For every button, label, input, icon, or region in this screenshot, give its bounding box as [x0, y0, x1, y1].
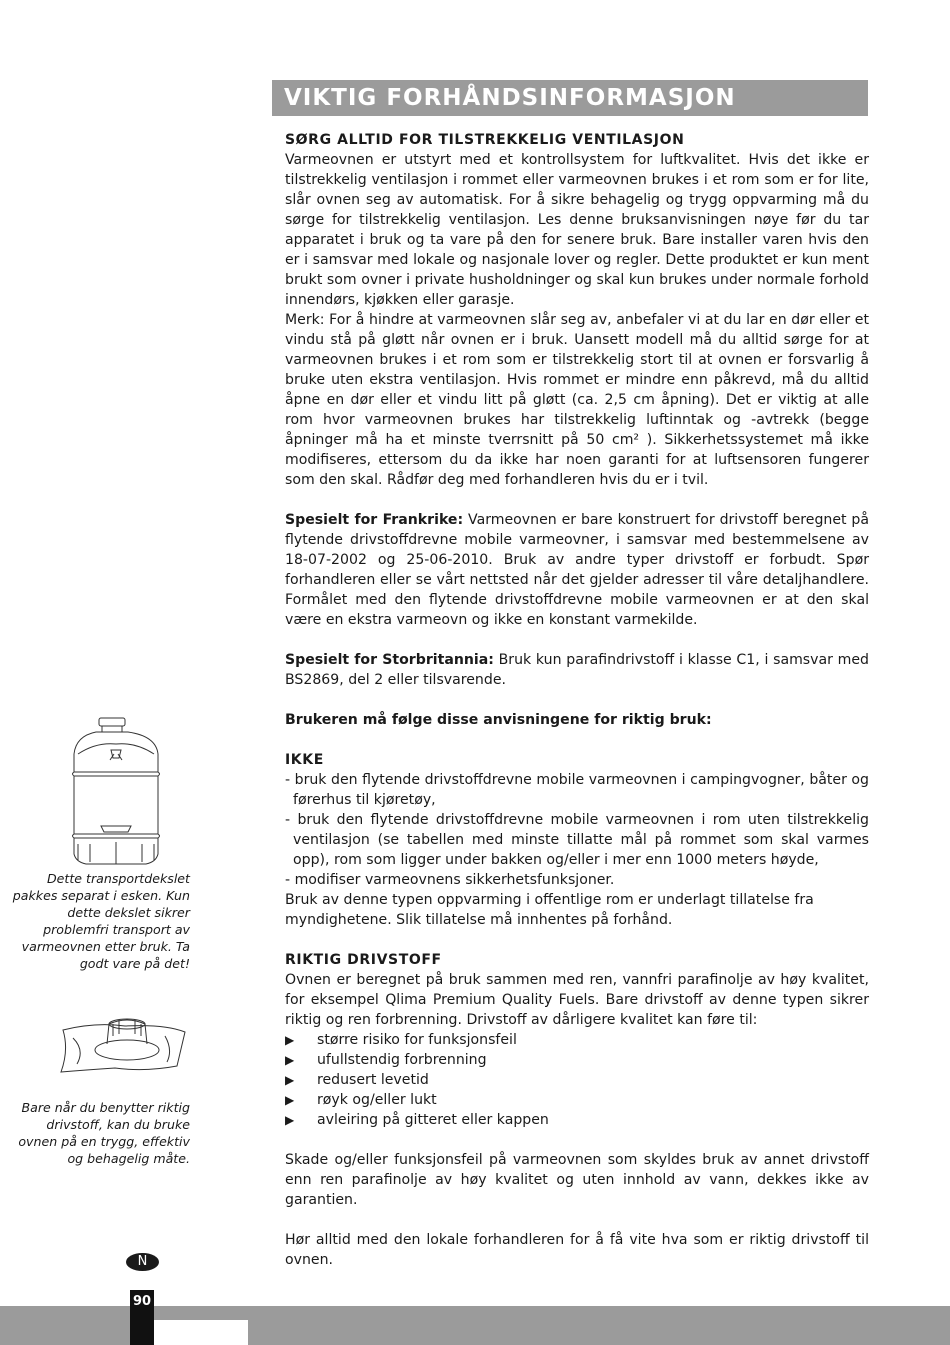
fuel-ask: Hør alltid med den lokale forhandleren for å få vite hva som er riktig drivstoff til ovnen.: [285, 1232, 869, 1268]
france-text: Varmeovnen er bare konstruert for drivstoff beregnet på flytende drivstoffdrevne mobile varmeovner, i samsvar med bestemmelsene av 18-07-2002 og 25-06-2010. Bruk av andre typer drivstoff er forbudt. Spør forhandleren eller se vårt nettsted når det gjelder adresser til våre detaljhandlere. Formålet med den flytende drivstoffdrevne mobile varmeovnen er at den skal være en ekstra varmeovn og ikke en konstant varmekilde.: [285, 512, 869, 628]
fuel-bullet-text: ufullstendig forbrenning: [317, 1052, 487, 1068]
france-label: Spesielt for Frankrike:: [285, 512, 464, 528]
fuel-bullet-text: avleiring på gitteret eller kappen: [317, 1112, 549, 1128]
bullet-arrow-icon: ▶: [285, 1053, 295, 1067]
fuel-bullet: [285, 1110, 869, 1130]
page-number: 90: [130, 1290, 154, 1345]
ventilation-paragraph: Varmeovnen er utstyrt med et kontrollsystem for luftkvalitet. Hvis det ikke er tilstrekkelig ventilasjon i rommet eller varmeovnen brukes i et rom som er for lite, slår ovnen seg av automatisk. For å sikre behagelig og trygg oppvarming må du sørge for tilstrekkelig ventilasjon. Les denne bruksanvisningen nøye før du tar apparatet i bruk og ta vare på den for senere bruk. Bare installer varen hvis den er i samsvar med lokale og nasjonale lover og regler. Dette produktet er kun ment brukt som ovner i private husholdninger og skal kun brukes under normale forhold innendørs, kjøkken eller garasje.: [285, 152, 869, 308]
bullet-arrow-icon: ▶: [285, 1033, 295, 1047]
britain-paragraph: [285, 650, 869, 690]
bullet-arrow-icon: ▶: [285, 1073, 295, 1087]
britain-text: Bruk kun parafindrivstoff i klasse C1, i samsvar med BS2869, del 2 eller tilsvarende.: [285, 652, 869, 688]
ventilation-note: Merk: For å hindre at varmeovnen slår seg av, anbefaler vi at du lar en dør eller et vindu stå på gløtt når ovnen er i bruk. Uansett modell må du alltid sørge for at varmeovnen brukes i et rom som er tilstrekkelig stort til at ovnen er forsvarlig å bruke uten ekstra ventilasjon. Hvis rommet er mindre enn påkrevd, må du alltid åpne en dør eller et vindu litt på gløtt (ca. 2,5 cm åpning). Det er viktig at alle rom hvor varmeovnen brukes har tilstrekkelig luftinntak og -avtrekk (begge åpninger må ha et minste tverrsnitt på 50 cm² ). Sikkerhetssystemet må ikke modifiseres, ettersom du da ikke har noen garanti for at luftsensoren fungerer som den skal. Rådfør deg med forhandleren hvis du er i tvil.: [285, 312, 869, 488]
bullet-arrow-icon: ▶: [285, 1093, 295, 1107]
transport-cover-caption: Dette transportdekslet pakkes separat i esken. Kun dette dekslet sikrer problemfri transport av varmeovnen etter bruk. Ta godt vare på det!: [12, 871, 190, 971]
fuel-heading: RIKTIG DRIVSTOFF: [285, 952, 442, 968]
ikke-heading: IKKE: [285, 752, 324, 768]
fuel-intro: Ovnen er beregnet på bruk sammen med ren, vannfri parafinolje av høy kvalitet, for eksempel Qlima Premium Quality Fuels. Bare drivstoff av denne typen sikrer riktig og ren forbrenning. Drivstoff av dårligere kvalitet kan føre til:: [285, 972, 869, 1028]
ikke-item: - bruk den flytende drivstoffdrevne mobile varmeovnen i rom uten tilstrekkelig ventilasjon (se tabellen med minste tillatte mål på rommet som skal varmes opp), rom som ligger under bakken og/eller i mer enn 1000 meters høyde,: [285, 812, 869, 868]
fuel-bullet: [285, 1050, 869, 1070]
bullet-arrow-icon: ▶: [285, 1113, 295, 1127]
ikke-item: - modifiser varmeovnens sikkerhetsfunksjoner.: [285, 872, 615, 888]
page-title: VIKTIG FORHÅNDSINFORMASJON: [272, 80, 868, 116]
france-paragraph: [285, 510, 869, 630]
correct-fuel-caption: Bare når du benytter riktig drivstoff, kan du bruke ovnen på en trygg, effektiv og behagelig måte.: [18, 1100, 190, 1166]
fuel-bullet: [285, 1030, 869, 1050]
language-badge: N: [126, 1253, 159, 1271]
fuel-bullet-text: større risiko for funksjonsfeil: [317, 1032, 517, 1048]
instructions-heading-text: Brukeren må følge disse anvisningene for riktig bruk:: [285, 712, 712, 728]
fuel-bullet: [285, 1090, 869, 1110]
ikke-note: Bruk av denne typen oppvarming i offentlige rom er underlagt tillatelse fra myndighetene. Slik tillatelse må innhentes på forhånd.: [285, 892, 814, 928]
fuel-canister-icon: [66, 714, 166, 866]
ikke-item: - bruk den flytende drivstoffdrevne mobile varmeovnen i campingvogner, båter og førerhus til kjøretøy,: [285, 772, 869, 808]
fuel-bullet: [285, 1070, 869, 1090]
instructions-heading: [285, 710, 869, 730]
footer-tab: [154, 1320, 248, 1345]
fuel-bullet-text: redusert levetid: [317, 1072, 429, 1088]
fuel-bullet-text: røyk og/eller lukt: [317, 1092, 437, 1108]
main-content: [285, 130, 869, 1270]
ventilation-heading: SØRG ALLTID FOR TILSTREKKELIG VENTILASJON: [285, 132, 685, 148]
cap-on-cloth-icon: [55, 1010, 195, 1080]
britain-label: Spesielt for Storbritannia:: [285, 652, 494, 668]
fuel-damage: Skade og/eller funksjonsfeil på varmeovnen som skyldes bruk av annet drivstoff enn ren parafinolje av høy kvalitet og uten innhold av vann, dekkes ikke av garantien.: [285, 1152, 869, 1208]
